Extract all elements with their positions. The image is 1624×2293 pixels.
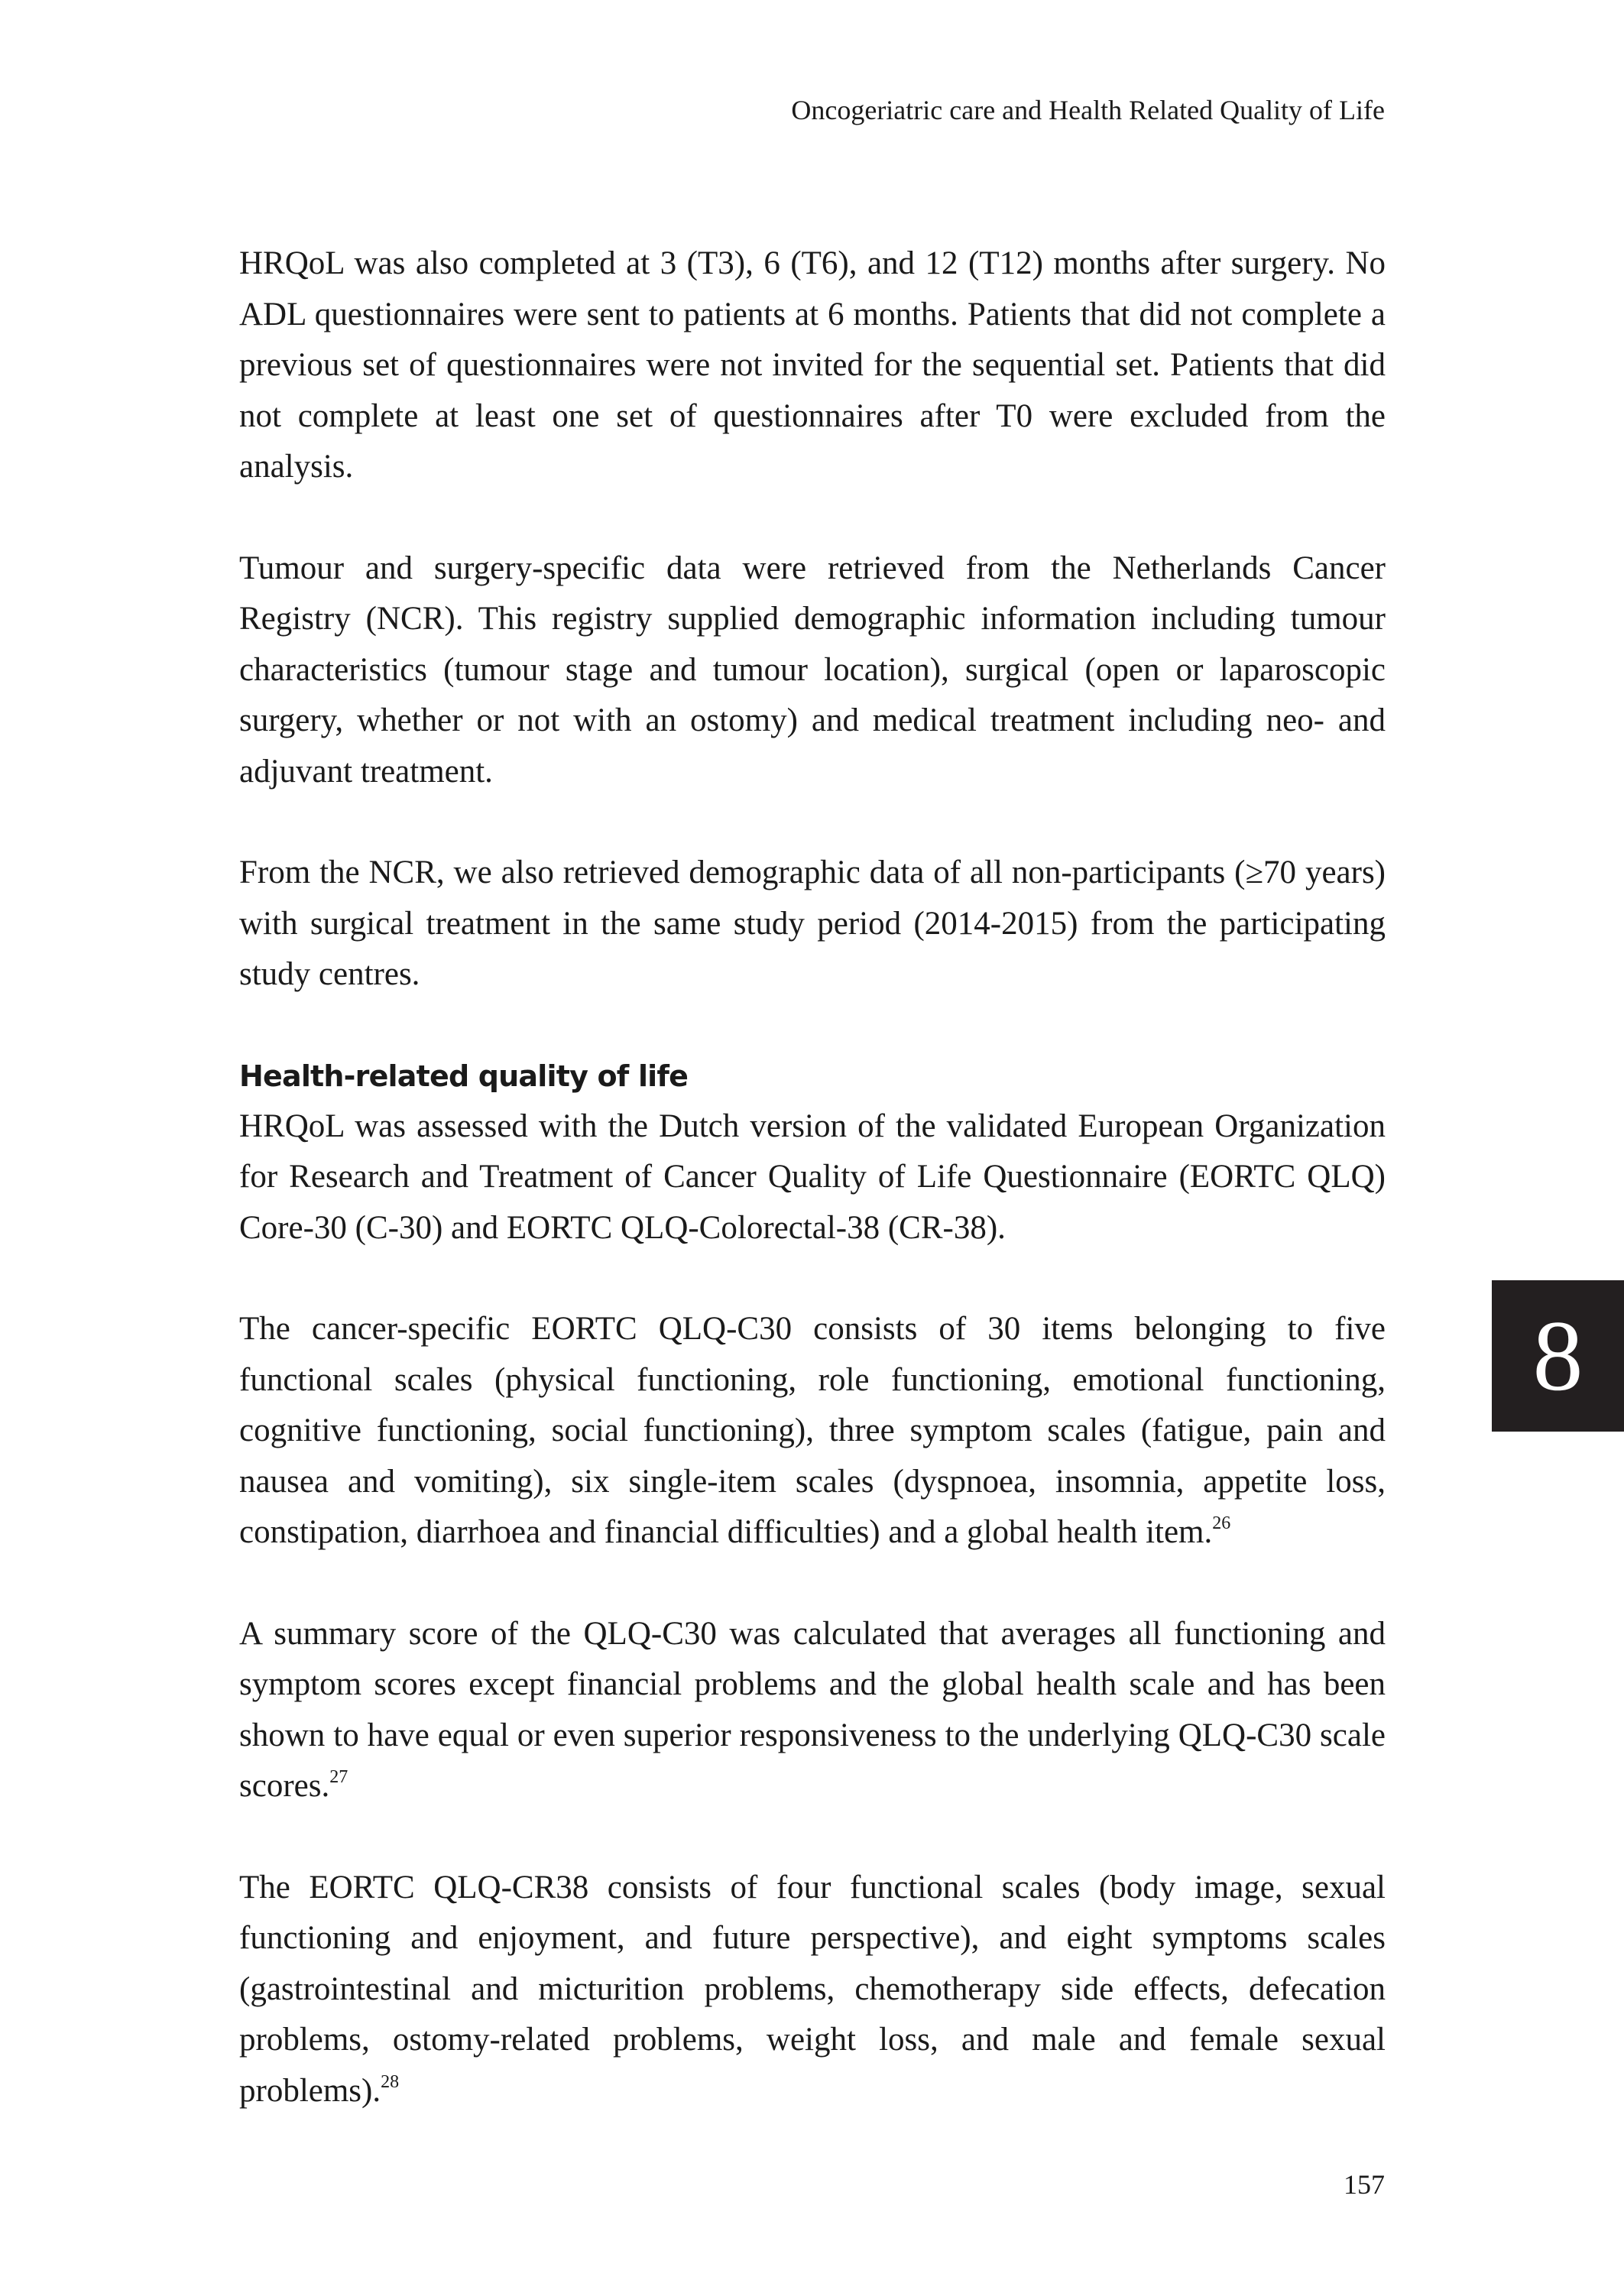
paragraph-qlq-c30 [239, 1304, 1386, 1558]
paragraph-text: The cancer-specific EORTC QLQ-C30 consists of 30 items belonging to five functional scales (physical functioning, role functioning, emotional functioning, cognitive functioning, social functioning), three symptom scales (fatigue, pain and nausea and vomiting), six single-item scales (dyspnoea, insomnia, appetite loss, constipation, diarrhoea and financial difficulties) and a global health item. [239, 1311, 1386, 1550]
section-heading: Health-related quality of life [239, 1059, 689, 1093]
paragraph-non-participants: From the NCR, we also retrieved demographic data of all non-participants (≥70 years) with surgical treatment in the same study period (2014-2015) from the participating study centres. [239, 855, 1386, 992]
paragraph-summary-score [239, 1609, 1386, 1812]
paragraph-qlq-cr38 [239, 1863, 1386, 2117]
paragraph-followup-timing: HRQoL was also completed at 3 (T3), 6 (T6), and 12 (T12) months after surgery. No ADL questionnaires were sent to patients at 6 months. Patients that did not complete a previous set of questionnaires were not invited for the sequential set. Patients that did not complete at least one set of questionnaires after T0 were excluded from the analysis. [239, 245, 1386, 485]
reference-superscript: 27 [329, 1767, 348, 1787]
reference-superscript: 28 [381, 2071, 400, 2092]
paragraph-text: HRQoL was assessed with the Dutch version of the validated European Organization for Research and Treatment of Cancer Quality of Life Questionnaire (EORTC QLQ) Core-30 (C-30) and EORTC QLQ-Colorectal-38 (CR-38). [239, 1108, 1386, 1246]
running-header: Oncogeriatric care and Health Related Quality of Life [791, 95, 1385, 125]
body-text [239, 238, 1386, 2116]
paragraph-ncr-data: Tumour and surgery-specific data were retrieved from the Netherlands Cancer Registry (NCR). This registry supplied demographic information including tumour characteristics (tumour stage and tumour location), surgical (open or laparoscopic surgery, whether or not with an ostomy) and medical treatment including neo- and adjuvant treatment. [239, 550, 1386, 790]
page-number: 157 [1344, 2169, 1385, 2200]
paragraph-hrqol-assessment [239, 1101, 1386, 1254]
reference-superscript: 26 [1212, 1513, 1231, 1533]
chapter-tab: 8 [1492, 1280, 1624, 1432]
paragraph-text: A summary score of the QLQ-C30 was calculated that averages all functioning and symptom scores except financial problems and the global health scale and has been shown to have equal or even superior responsiveness to the underlying QLQ-C30 scale scores. [239, 1615, 1386, 1804]
paragraph-text: The EORTC QLQ-CR38 consists of four functional scales (body image, sexual functioning and enjoyment, and future perspective), and eight symptoms scales (gastrointestinal and micturition problems, chemotherapy side effects, defecation problems, ostomy-related problems, weight loss, and male and female sexual problems). [239, 1869, 1386, 2109]
